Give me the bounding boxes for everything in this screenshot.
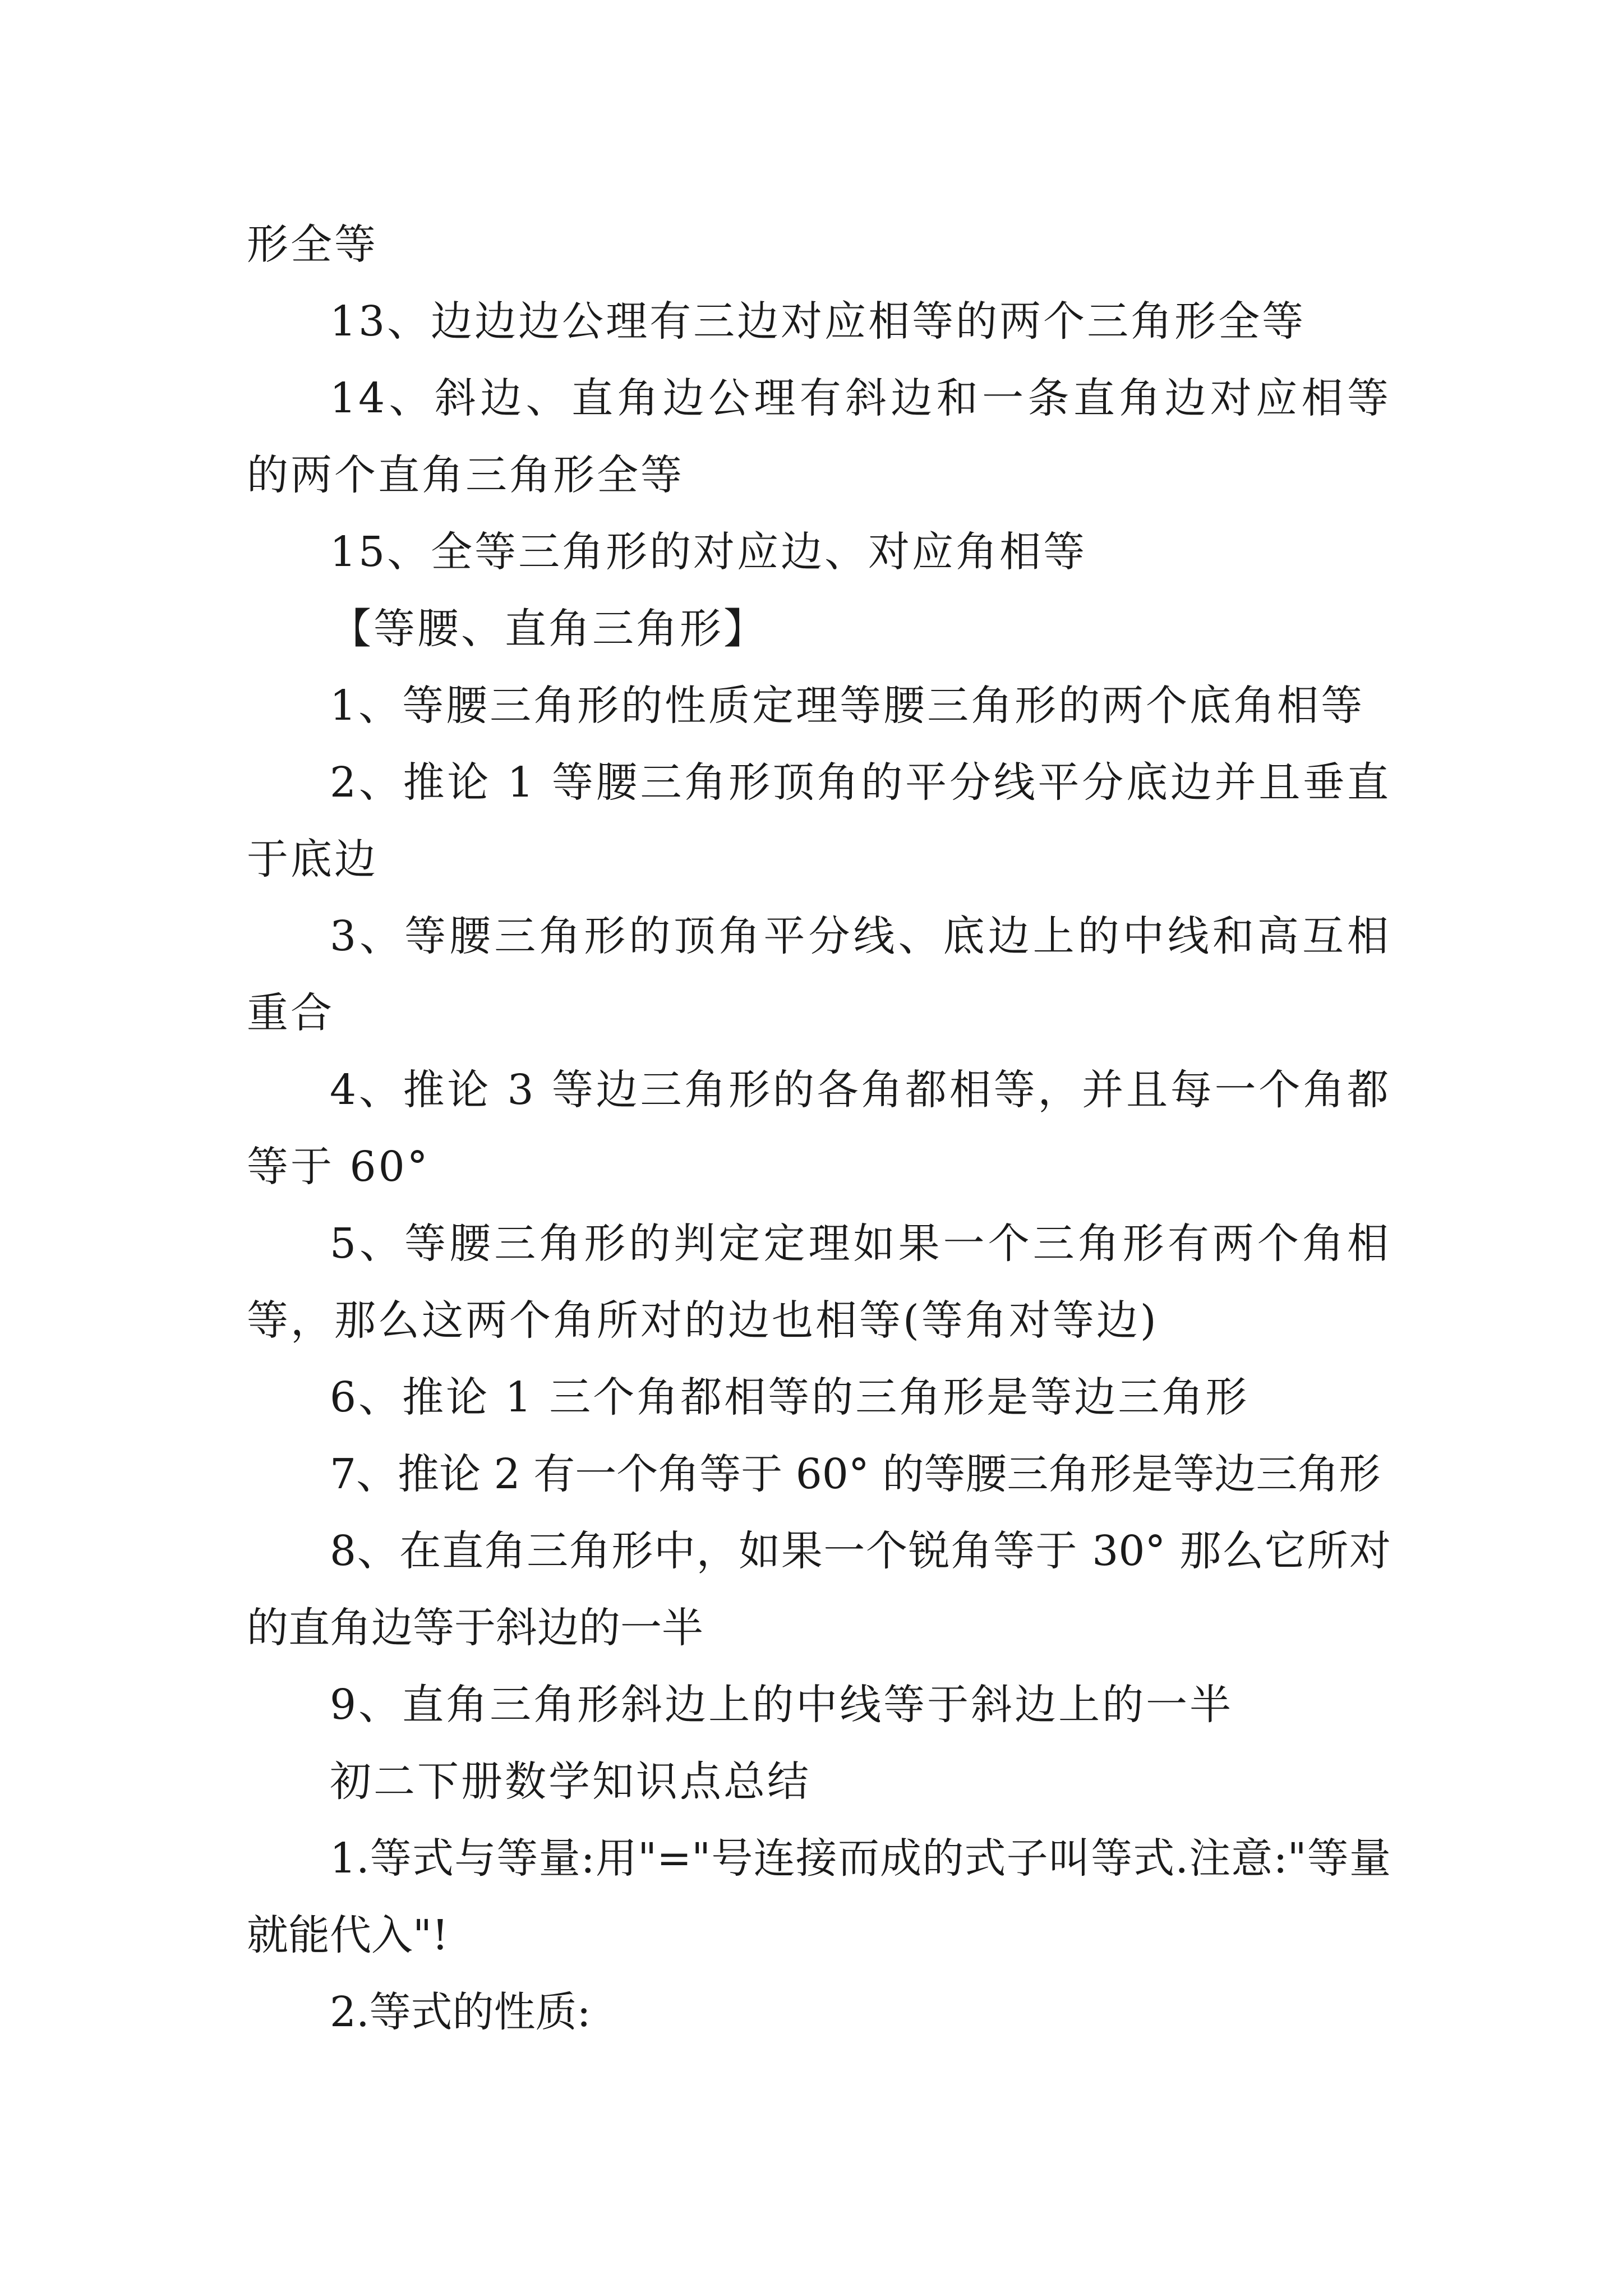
paragraph-6-corollary: 6、推论 1 三个角都相等的三角形是等边三角形 <box>330 1373 1249 1421</box>
section-heading-grade8-summary: 初二下册数学知识点总结 <box>330 1757 811 1806</box>
section-heading-isosceles-right: 【等腰、直角三角形】 <box>330 605 767 653</box>
paragraph-9-median: 9、直角三角形斜边上的中线等于斜边上的一半 <box>330 1681 1234 1729</box>
paragraph-4-equilateral: 4、推论 3 等边三角形的各角都相等，并且每一个角都等于 60° <box>247 1066 1391 1191</box>
paragraph-8-thirty-degree: 8、在直角三角形中，如果一个锐角等于 30° 那么它所对的直角边等于斜边的一半 <box>247 1527 1391 1652</box>
paragraph-equation-definition: 1.等式与等量:用"="号连接而成的式子叫等式.注意:"等量就能代入"! <box>247 1834 1391 1959</box>
paragraph-3-coincide: 3、等腰三角形的顶角平分线、底边上的中线和高互相重合 <box>247 912 1391 1037</box>
paragraph-5-determination: 5、等腰三角形的判定定理如果一个三角形有两个角相等，那么这两个角所对的边也相等(等角对等边) <box>247 1220 1391 1345</box>
document-body <box>247 206 1391 2051</box>
paragraph-equation-properties: 2.等式的性质: <box>330 1988 591 2036</box>
paragraph-14-hl: 14、斜边、直角边公理有斜边和一条直角边对应相等的两个直角三角形全等 <box>247 374 1391 499</box>
paragraph-2-corollary: 2、推论 1 等腰三角形顶角的平分线平分底边并且垂直于底边 <box>247 758 1391 884</box>
paragraph-13-sss: 13、边边边公理有三边对应相等的两个三角形全等 <box>330 297 1306 346</box>
paragraph-continuation: 形全等 <box>247 220 378 269</box>
paragraph-15-congruent: 15、全等三角形的对应边、对应角相等 <box>330 528 1087 576</box>
paragraph-7-corollary: 7、推论 2 有一个角等于 60° 的等腰三角形是等边三角形 <box>330 1450 1381 1498</box>
paragraph-1-isosceles-property: 1、等腰三角形的性质定理等腰三角形的两个底角相等 <box>330 682 1365 730</box>
